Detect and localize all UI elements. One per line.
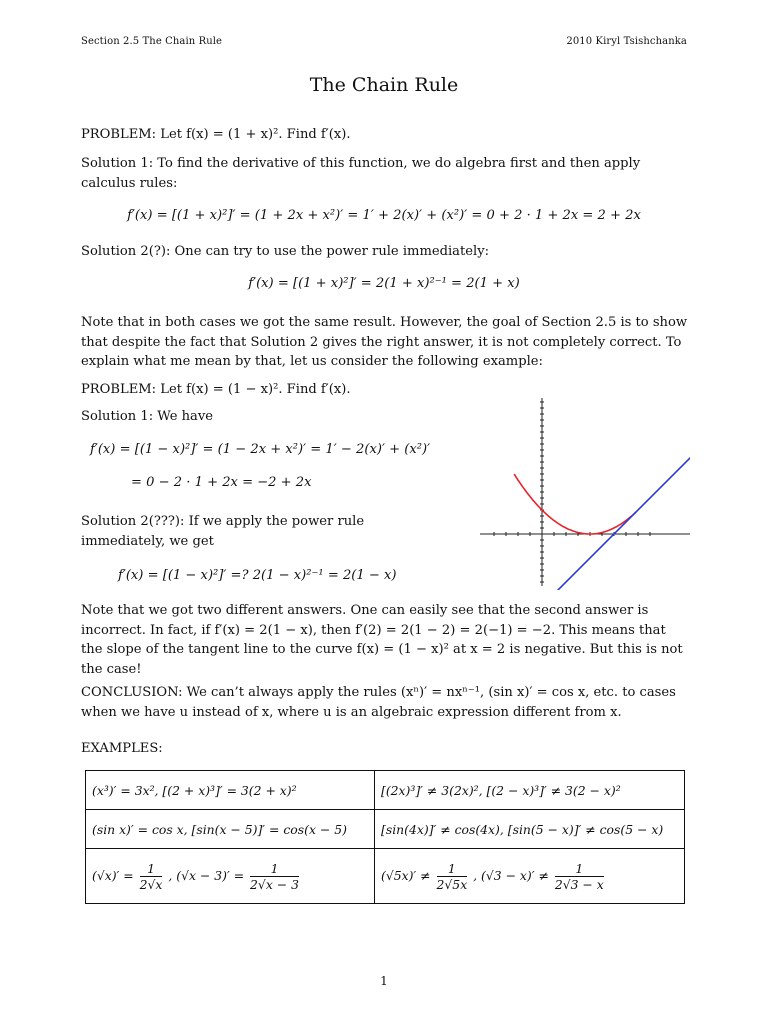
- examples-cell: [sin(4x)]′ ≠ cos(4x), [sin(5 − x)]′ ≠ cos(5 − x): [375, 810, 685, 849]
- fraction: $\frac{1}{2√5x}$: [436, 860, 468, 892]
- note-2: Note that we got two different answers. One can easily see that the second answer is incorrect. In fact, if f′(x) = 2(1 − x), then f′(2) = 2(1 − 2) = 2(−1) = −2. This means that the slope of the tangent line to the curve f(x) = (1 − x)² at x = 2 is negative. But this is not the case!: [81, 603, 683, 677]
- example-text: (√x)′ =: [92, 867, 134, 883]
- problem-2: PROBLEM: Let f(x) = (1 − x)². Find f′(x).: [81, 382, 351, 397]
- examples-row: [86, 771, 685, 810]
- running-header-right: 2010 Kiryl Tsishchanka: [566, 36, 687, 47]
- parabola-curve: [514, 474, 636, 534]
- examples-cell: [86, 849, 375, 904]
- page-title: The Chain Rule: [309, 74, 459, 96]
- tangent-line: [542, 443, 690, 590]
- fraction: $\frac{1}{2√x}$: [139, 860, 163, 892]
- solution-1b-equation-line-1: f′(x) = [(1 − x)²]′ = (1 − 2x + x²)′ = 1′ − 2(x)′ + (x²)′: [90, 442, 431, 457]
- examples-row: [86, 849, 685, 904]
- page-number: 1: [380, 974, 388, 988]
- problem-1: PROBLEM: Let f(x) = (1 + x)². Find f′(x).: [81, 127, 351, 142]
- solution-2b-equation: f′(x) = [(1 − x)²]′ =? 2(1 − x)²⁻¹ = 2(1 − x): [118, 568, 397, 583]
- solution-2-equation: f′(x) = [(1 + x)²]′ = 2(1 + x)²⁻¹ = 2(1 + x): [248, 276, 520, 291]
- running-header-left: Section 2.5 The Chain Rule: [81, 36, 223, 47]
- solution-2-text: Solution 2(?): One can try to use the power rule immediately:: [81, 244, 489, 259]
- examples-cell: [(2x)³]′ ≠ 3(2x)², [(2 − x)³]′ ≠ 3(2 − x)²: [375, 771, 685, 810]
- examples-cell: [375, 849, 685, 904]
- examples-cell: (sin x)′ = cos x, [sin(x − 5)]′ = cos(x − 5): [86, 810, 375, 849]
- example-text: , (√3 − x)′ ≠: [473, 867, 549, 883]
- fraction: $\frac{1}{2√x - 3}$: [250, 860, 299, 892]
- fraction: $\frac{1}{2√3 - x}$: [554, 860, 604, 892]
- example-text: , (√x − 3)′ =: [168, 867, 245, 883]
- solution-1b-equation-line-2: = 0 − 2 · 1 + 2x = −2 + 2x: [131, 475, 312, 490]
- examples-row: [86, 810, 685, 849]
- parabola-tangent-graph: [480, 394, 690, 590]
- conclusion: CONCLUSION: We can’t always apply the rules (xⁿ)′ = nxⁿ⁻¹, (sin x)′ = cos x, etc. to cases when we have u instead of x, where u is an algebraic expression different from x.: [81, 685, 676, 720]
- note-1: Note that in both cases we got the same result. However, the goal of Section 2.5 is to show that despite the fact that Solution 2 gives the right answer, it is not completely correct. To explain what me mean by that, let us consider the following example:: [81, 315, 688, 370]
- examples-table: [85, 770, 685, 904]
- example-text: (√5x)′ ≠: [381, 867, 431, 883]
- solution-1b-text: Solution 1: We have: [81, 409, 213, 424]
- solution-1-text: Solution 1: To find the derivative of this function, we do algebra first and then apply calculus rules:: [81, 156, 641, 191]
- solution-2b-text: Solution 2(???): If we apply the power rule immediately, we get: [81, 514, 365, 549]
- solution-1-equation: f′(x) = [(1 + x)²]′ = (1 + 2x + x²)′ = 1′ + 2(x)′ + (x²)′ = 0 + 2 · 1 + 2x = 2 + 2x: [127, 208, 641, 223]
- examples-label: EXAMPLES:: [81, 741, 163, 756]
- examples-cell: (x³)′ = 3x², [(2 + x)³]′ = 3(2 + x)²: [86, 771, 375, 810]
